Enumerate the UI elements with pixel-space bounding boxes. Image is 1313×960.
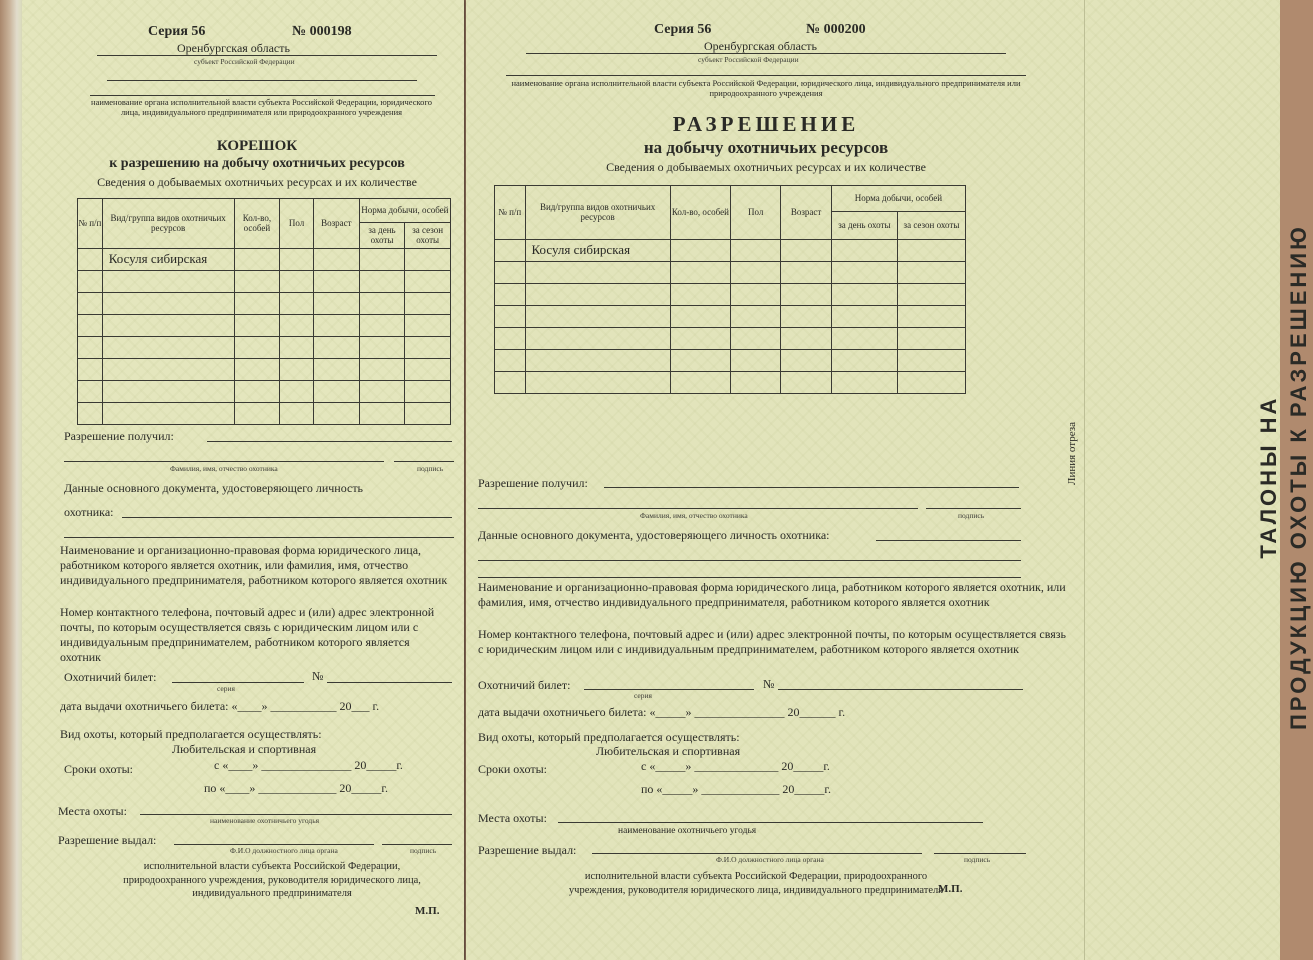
permit-places-label: Места охоты: <box>478 811 547 825</box>
stub-subtitle: к разрешению на добычу охотничьих ресурсов <box>109 156 405 171</box>
stub-table <box>77 198 451 425</box>
permit-places-caption: наименование охотничьего угодья <box>618 826 757 836</box>
table-row <box>495 306 966 328</box>
permit-ticket-number-line[interactable] <box>778 689 1023 690</box>
permit-received-line[interactable] <box>604 487 1019 488</box>
stub-region: Оренбургская область <box>177 41 290 55</box>
permit-hunt-type-value: Любительская и спортивная <box>596 744 741 758</box>
stub-fio-line[interactable] <box>64 461 384 462</box>
stub-issued-line[interactable] <box>174 844 374 845</box>
stub-received-line[interactable] <box>207 441 452 442</box>
table-row <box>78 315 451 337</box>
stub-ticket-number-line[interactable] <box>327 682 452 683</box>
coupons-title-line2: ПРОДУКЦИЮ ОХОТЫ К РАЗРЕШЕНИЮ <box>1285 224 1311 730</box>
stub-th-num: № п/п <box>78 199 103 249</box>
permit-sign-line[interactable] <box>926 508 1021 509</box>
table-row <box>495 350 966 372</box>
stub-places-label: Места охоты: <box>58 804 127 818</box>
page-edge-strip <box>0 0 24 960</box>
stub-doc-label: Данные основного документа, удостоверяющего личность <box>64 481 364 495</box>
stub-hunt-type-label: Вид охоты, который предполагается осуществлять: <box>60 727 322 741</box>
stub-sign-line[interactable] <box>394 461 454 462</box>
stub-issued-sign-line[interactable] <box>382 844 452 845</box>
stub-authority-line1 <box>107 80 417 81</box>
stub-places-caption: наименование охотничьего угодья <box>210 816 320 825</box>
permit-fio-official-caption: Ф.И.О должностного лица органа <box>716 855 824 864</box>
stub-th-species: Вид/группа видов охотничьих ресурсов <box>102 199 234 249</box>
permit-region-caption: субъект Российской Федерации <box>698 55 799 64</box>
stub-sign-caption: подпись <box>417 464 444 473</box>
permit-doc-label: Данные основного документа, удостоверяющего личность охотника: <box>478 528 830 542</box>
permit-issued-sign-line[interactable] <box>934 853 1026 854</box>
stub-region-line <box>97 55 437 56</box>
stub-from-line: с «____» _______________ 20_____г. <box>214 758 403 772</box>
stub-ticket-series-line[interactable] <box>172 682 304 683</box>
stub-authority-caption: наименование органа исполнительной власти субъекта Российской Федерации, юридического лица, индивидуального предпринимателя или природоохранного учреждения <box>91 97 432 118</box>
permit-th-sex: Пол <box>731 186 781 240</box>
permit-doc-line2[interactable] <box>478 560 1021 561</box>
stub-series: Серия 56 <box>148 24 206 39</box>
cell <box>495 240 526 262</box>
table-row <box>78 381 451 403</box>
permit-received-label: Разрешение получил: <box>478 476 588 490</box>
permit-th-count: Кол-во, особей <box>670 186 730 240</box>
stub-series-caption: серия <box>217 684 235 693</box>
stub-contact-text: Номер контактного телефона, почтовый адрес и (или) адрес электронной почты, по которым осуществляется связь с юридическим лицом или с индивидуальным предпринимателем, работником которого является охотник <box>60 605 435 664</box>
stub-authority-line2 <box>90 95 435 96</box>
permit-sign-caption: подпись <box>958 511 985 520</box>
permit-th-per-season: за сезон охоты <box>897 212 965 240</box>
coupons-title-line1: ТАЛОНЫ НА <box>1256 395 1281 559</box>
permit-table-caption: Сведения о добываемых охотничьих ресурсах и их количестве <box>606 160 926 174</box>
stub-org-text: Наименование и организационно-правовая форма юридического лица, работником которого является охотник, или фамилия, имя, отчество индивидуального предпринимателя, работником которого является охотник <box>60 543 448 587</box>
stub-issue-date: дата выдачи охотничьего билета: «____» ___________ 20___ г. <box>60 699 380 713</box>
permit-region: Оренбургская область <box>704 39 817 53</box>
stub-th-per-day: за день охоты <box>359 223 405 249</box>
stub-doc-line2[interactable] <box>64 537 454 538</box>
permit-region-line <box>526 53 1006 54</box>
permit-table <box>494 185 966 394</box>
permit-fio-caption: Фамилия, имя, отчество охотника <box>640 511 748 520</box>
table-row <box>495 284 966 306</box>
cut-line-label: Линия отреза <box>1066 422 1078 485</box>
stub-num-sign: № <box>312 669 324 683</box>
permit-hunt-type-label: Вид охоты, который предполагается осуществлять: <box>478 730 740 744</box>
permit-number: № 000200 <box>806 22 866 37</box>
permit-mp: М.П. <box>938 883 963 895</box>
stub-species-entry: Косуля сибирская <box>102 249 234 271</box>
permit-ticket-series-line[interactable] <box>584 689 754 690</box>
permit-series-caption: серия <box>634 691 652 700</box>
permit-page <box>466 0 1280 960</box>
stub-th-sex: Пол <box>280 199 314 249</box>
permit-doc-line3[interactable] <box>478 577 1021 578</box>
table-row <box>78 249 451 271</box>
stub-places-line[interactable] <box>140 814 452 815</box>
coupons-vertical-title <box>1254 224 1313 730</box>
stub-issued-label: Разрешение выдал: <box>58 833 157 847</box>
permit-th-age: Возраст <box>781 186 832 240</box>
permit-ticket-label: Охотничий билет: <box>478 678 571 692</box>
cut-line <box>1084 0 1085 960</box>
permit-to-line: по «_____» _____________ 20_____г. <box>641 782 831 796</box>
stub-fio-official-caption: Ф.И.О должностного лица органа <box>230 846 338 855</box>
stub-number: № 000198 <box>292 24 352 39</box>
stub-footer: исполнительной власти субъекта Российской Федерации, природоохранного учреждения, руководителя юридического лица, индивидуального предпринимателя <box>123 861 421 900</box>
table-row <box>495 240 966 262</box>
permit-title: РАЗРЕШЕНИЕ <box>672 112 860 136</box>
stub-terms-label: Сроки охоты: <box>64 762 133 776</box>
permit-authority-caption: наименование органа исполнительной власти субъекта Российской Федерации, юридического лица, индивидуального предпринимателя или природоохранного учреждения <box>511 78 1021 99</box>
permit-num-sign: № <box>763 677 775 691</box>
stub-table-caption: Сведения о добываемых охотничьих ресурсах и их количестве <box>97 175 417 189</box>
table-row <box>78 337 451 359</box>
permit-issued-label: Разрешение выдал: <box>478 843 577 857</box>
table-row <box>78 403 451 425</box>
stub-hunt-type-value: Любительская и спортивная <box>172 742 317 756</box>
stub-fio-caption: Фамилия, имя, отчество охотника <box>170 464 278 473</box>
stub-to-line: по «____» _____________ 20_____г. <box>204 781 388 795</box>
permit-from-line: с «_____» ______________ 20_____г. <box>641 759 830 773</box>
permit-authority-line <box>506 75 1026 76</box>
stub-ticket-label: Охотничий билет: <box>64 670 157 684</box>
permit-th-num: № п/п <box>495 186 526 240</box>
stub-issued-sign-caption: подпись <box>410 846 437 855</box>
stub-page <box>22 0 464 960</box>
permit-th-species: Вид/группа видов охотничьих ресурсов <box>525 186 670 240</box>
permit-contact-text: Номер контактного телефона, почтовый адрес и (или) адрес электронной почты, по которым осуществляется связь с юридическим лицом или с индивидуальным предпринимателем, работником которого является охотник <box>478 627 1066 656</box>
permit-th-per-day: за день охоты <box>831 212 897 240</box>
stub-th-per-season: за сезон охоты <box>405 223 451 249</box>
stub-th-norm: Норма добычи, особей <box>359 199 450 223</box>
table-row <box>495 262 966 284</box>
table-row <box>495 372 966 394</box>
table-row <box>78 293 451 315</box>
permit-places-line[interactable] <box>558 822 983 823</box>
permit-species-entry: Косуля сибирская <box>525 240 670 262</box>
table-row <box>78 359 451 381</box>
stub-mp: М.П. <box>415 905 440 917</box>
permit-issued-line[interactable] <box>592 853 922 854</box>
permit-issued-sign-caption: подпись <box>964 855 991 864</box>
permit-terms-label: Сроки охоты: <box>478 762 547 776</box>
stub-title: КОРЕШОК <box>216 138 298 154</box>
stub-region-caption: субъект Российской Федерации <box>194 57 295 66</box>
stub-th-age: Возраст <box>313 199 359 249</box>
permit-issue-date: дата выдачи охотничьего билета: «_____» _______________ 20______ г. <box>478 705 846 719</box>
permit-org-text: Наименование и организационно-правовая форма юридического лица, работником которого является охотник, или фамилия, имя, отчество индивидуального предпринимателя, работником которого является охотник <box>478 580 1066 609</box>
permit-subtitle: на добычу охотничьих ресурсов <box>643 138 889 157</box>
stub-th-count: Кол-во, особей <box>234 199 280 249</box>
stub-received-label: Разрешение получил: <box>64 429 174 443</box>
table-row <box>495 328 966 350</box>
permit-th-norm: Норма добычи, особей <box>831 186 965 212</box>
stub-doc-label2: охотника: <box>64 505 114 519</box>
permit-footer: исполнительной власти субъекта Российской Федерации, природоохранного учреждения, руководителя юридического лица, индивидуального предпринимателя <box>568 871 944 896</box>
cell <box>78 249 103 271</box>
permit-doc-line[interactable] <box>876 540 1021 541</box>
permit-fio-line[interactable] <box>478 508 918 509</box>
stub-doc-line[interactable] <box>122 517 452 518</box>
table-row <box>78 271 451 293</box>
permit-series: Серия 56 <box>654 22 712 37</box>
